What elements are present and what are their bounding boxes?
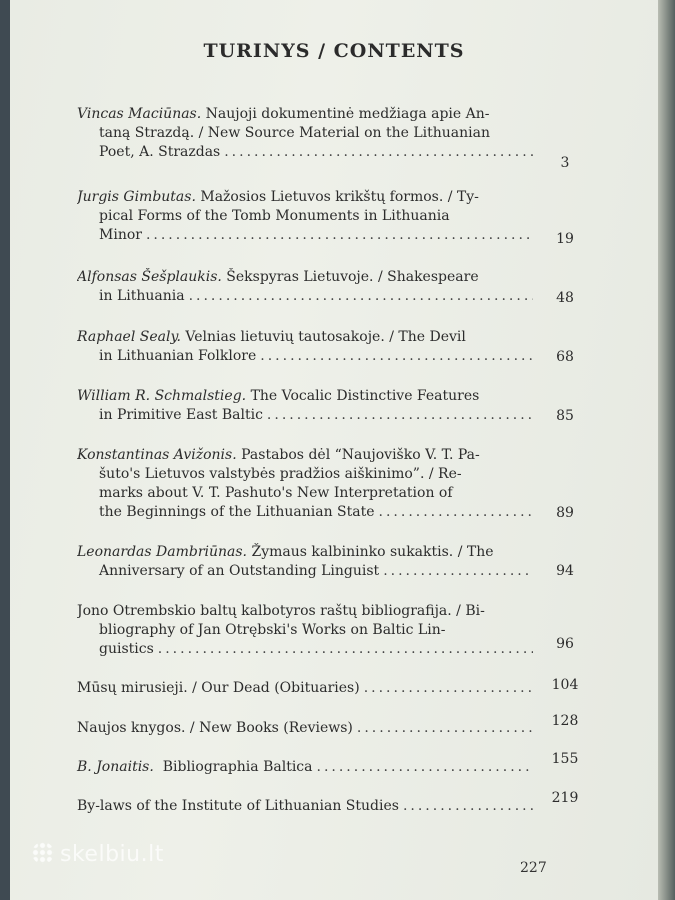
- entry-page-number: 94: [556, 563, 574, 579]
- entry-text: By-laws of the Institute of Lithuanian Studies: [77, 798, 399, 814]
- entry-text: The Vocalic Distinctive Features: [250, 388, 480, 404]
- entry-page-number: 48: [556, 290, 574, 306]
- toc-entry: [77, 797, 537, 816]
- entry-text: in Primitive East Baltic: [99, 407, 263, 423]
- toc-line: Jono Otrembskio baltų kalbotyros raštų bibliografija. / Bi-: [77, 603, 485, 619]
- dot-leader: [224, 143, 533, 162]
- entry-author: B. Jonaitis.: [77, 759, 154, 775]
- entry-page-number: 155: [551, 751, 579, 767]
- entry-author: Vincas Maciūnas.: [77, 106, 202, 122]
- book-edge: [658, 0, 675, 900]
- entry-text: in Lithuania: [99, 288, 185, 304]
- toc-line: [77, 226, 537, 245]
- entry-text: Mažosios Lietuvos krikštų formos. / Ty-: [200, 189, 479, 205]
- contents-heading: TURINYS / CONTENTS: [203, 40, 465, 62]
- toc-entry: [77, 188, 537, 245]
- toc-line: [77, 143, 537, 162]
- toc-entry: [77, 105, 537, 162]
- entry-page-number: 96: [556, 636, 574, 652]
- toc-line: [77, 406, 537, 425]
- toc-line: [77, 347, 537, 366]
- entry-page-number: 19: [556, 231, 574, 247]
- toc-entry: [77, 602, 537, 659]
- dot-leader: [317, 758, 534, 777]
- entry-page-number: 3: [560, 155, 570, 171]
- entry-author: Leonardas Dambriūnas.: [77, 544, 248, 560]
- toc-line: [77, 543, 537, 562]
- toc-line: [77, 562, 537, 581]
- watermark: [32, 842, 164, 867]
- entry-text: Bibliographia Baltica: [162, 759, 313, 775]
- dot-leader: [267, 406, 533, 425]
- toc-line: [77, 105, 537, 124]
- toc-entry: [77, 679, 537, 698]
- entry-page-number: 128: [551, 713, 579, 729]
- toc-line: [77, 640, 537, 659]
- toc-line: [77, 503, 537, 522]
- entry-author: Raphael Sealy.: [77, 329, 181, 345]
- toc-entry: [77, 446, 537, 522]
- toc-entry: [77, 543, 537, 581]
- dot-leader: [146, 226, 533, 245]
- toc-line: [77, 758, 537, 777]
- dots-logo-icon: [32, 842, 54, 864]
- dot-leader: [364, 679, 533, 698]
- toc-line: [77, 797, 537, 816]
- toc-line: [77, 387, 537, 406]
- toc-line: [77, 446, 537, 465]
- entry-author: Konstantinas Avižonis.: [77, 447, 237, 463]
- entry-page-number: 68: [556, 349, 574, 365]
- toc-entry: [77, 387, 537, 425]
- dot-leader: [357, 719, 533, 738]
- entry-text: guistics: [99, 641, 154, 657]
- dot-leader: [260, 347, 533, 366]
- dot-leader: [379, 503, 533, 522]
- entry-text: Naujoji dokumentinė medžiaga apie An-: [205, 106, 490, 122]
- entry-text: Minor: [99, 227, 142, 243]
- dot-leader: [403, 797, 533, 816]
- toc-entry: [77, 268, 537, 306]
- entry-author: William R. Schmalstieg.: [77, 388, 247, 404]
- toc-line: taną Strazdą. / New Source Material on the Lithuanian: [99, 125, 491, 141]
- toc-line: [77, 679, 537, 698]
- entry-page-number: 219: [551, 790, 579, 806]
- book-page: [10, 0, 658, 900]
- toc-line: [77, 287, 537, 306]
- toc-line: [77, 188, 537, 207]
- page-number: 227: [520, 860, 547, 876]
- entry-text: Naujos knygos. / New Books (Reviews): [77, 720, 353, 736]
- toc-entry: [77, 328, 537, 366]
- entry-text: Pastabos dėl “Naujoviško V. T. Pa-: [241, 447, 480, 463]
- watermark-text: skelbiu.lt: [60, 842, 164, 867]
- dot-leader: [189, 287, 533, 306]
- toc-entry: [77, 758, 537, 777]
- toc-line: šuto's Lietuvos valstybės pradžios aiškinimo”. / Re-: [99, 466, 462, 482]
- toc-line: [77, 268, 537, 287]
- dot-leader: [158, 640, 533, 659]
- toc-entry: [77, 719, 537, 738]
- entry-author: Alfonsas Šešplaukis.: [77, 269, 222, 285]
- entry-author: Jurgis Gimbutas.: [77, 189, 196, 205]
- entry-text: Poet, A. Strazdas: [99, 144, 221, 160]
- toc-line: bliography of Jan Otrębski's Works on Baltic Lin-: [99, 622, 446, 638]
- entry-page-number: 89: [556, 505, 574, 521]
- entry-text: Mūsų mirusieji. / Our Dead (Obituaries): [77, 680, 360, 696]
- entry-text: Žymaus kalbininko sukaktis. / The: [251, 544, 494, 560]
- toc-line: [77, 719, 537, 738]
- entry-text: in Lithuanian Folklore: [99, 348, 257, 364]
- entry-text: Šekspyras Lietuvoje. / Shakespeare: [226, 269, 479, 285]
- toc-line: pical Forms of the Tomb Monuments in Lithuania: [99, 208, 450, 224]
- toc-line: [77, 328, 537, 347]
- dot-leader: [383, 562, 533, 581]
- entry-page-number: 85: [556, 408, 574, 424]
- toc-line: marks about V. T. Pashuto's New Interpretation of: [99, 485, 453, 501]
- entry-text: the Beginnings of the Lithuanian State: [99, 504, 375, 520]
- entry-text: Velnias lietuvių tautosakoje. / The Devil: [185, 329, 466, 345]
- entry-text: Anniversary of an Outstanding Linguist: [99, 563, 380, 579]
- entry-page-number: 104: [551, 677, 579, 693]
